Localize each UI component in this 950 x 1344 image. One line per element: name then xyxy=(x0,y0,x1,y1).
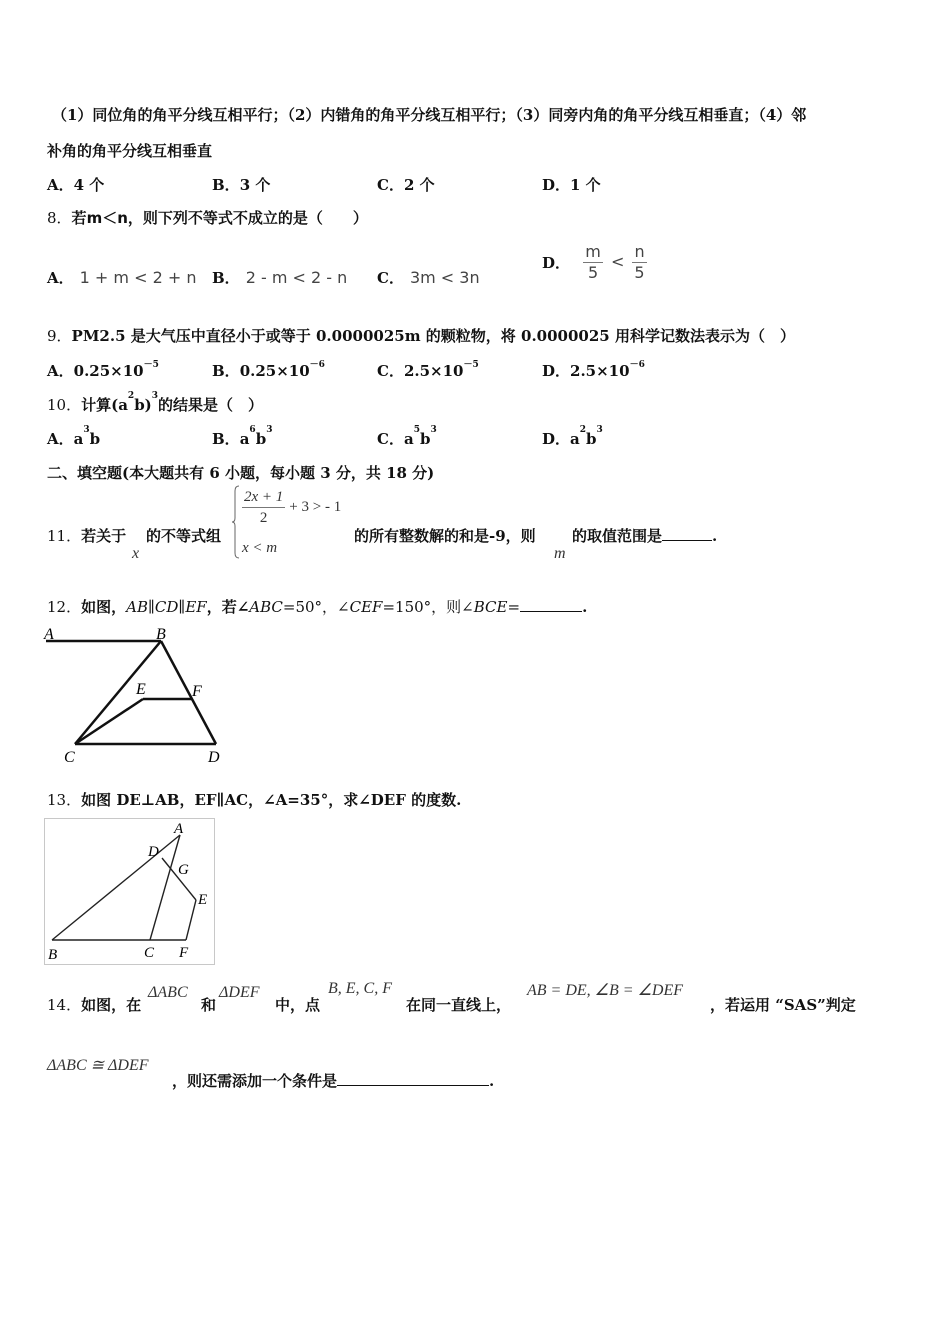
q7-option-a: A．4 个 xyxy=(47,176,105,194)
line-ab xyxy=(52,835,180,940)
q11-ineq2: x < m xyxy=(242,540,278,556)
q14-tri1: ΔABC xyxy=(148,984,188,1001)
q8-option-c: C． 3m < 3n xyxy=(377,268,480,287)
q11-brace xyxy=(232,485,240,559)
section-2-title: 二、填空题(本大题共有 6 小题，每小题 3 分，共 18 分) xyxy=(47,464,435,482)
q14-tail: ，则还需添加一个条件是 . xyxy=(172,1072,495,1090)
q8-option-d: D． $\frac{m}{5}$ < $\frac{n}{5}$ xyxy=(542,242,645,282)
label-a: A xyxy=(44,626,54,643)
q9-option-c: C．$2.5\times 10^{-5}$ xyxy=(377,360,479,380)
q11-answer-blank[interactable] xyxy=(662,526,712,541)
q10-option-d: D．$a^2b^3$ xyxy=(542,425,603,448)
q9-option-d: D．$2.5\times 10^{-6}$ xyxy=(542,360,645,380)
q9-stem: 9．PM2.5 是大气压中直径小于或等于 0.0000025m 的颗粒物，将 0.0000025 用科学记数法表示为（ ） xyxy=(47,327,795,345)
label-d: D xyxy=(208,749,220,766)
q7-statements-line2: 补角的角平分线互相垂直 xyxy=(47,142,213,160)
q7-option-d: D．1 个 xyxy=(542,176,601,194)
q9-option-b: B．$0.25\times 10^{-6}$ xyxy=(212,360,325,380)
q12-figure xyxy=(40,624,230,766)
q9-option-a: A．$0.25\times 10^{-5}$ xyxy=(47,360,159,380)
q10-option-a: A．$a^3b$ xyxy=(47,425,101,448)
q13-figure xyxy=(44,818,216,966)
label-a: A xyxy=(174,821,184,837)
q11-mid: 的不等式组 xyxy=(146,527,222,545)
label-b: B xyxy=(156,626,166,643)
q14-points: B, E, C, F xyxy=(328,980,392,997)
line-bc xyxy=(75,641,161,744)
q11-var-x: x xyxy=(132,545,140,562)
q11-ineq1: $\frac{2x + 1}{2}$ + 3 > - 1 xyxy=(244,489,342,526)
q14-mid3: ，若运用 “SAS”判定 xyxy=(710,996,856,1014)
q14-mid2: 在同一直线上， xyxy=(406,996,512,1014)
q14-answer-blank[interactable] xyxy=(337,1071,489,1086)
q8-option-b: B． 2 - m < 2 - n xyxy=(212,268,348,287)
label-e: E xyxy=(136,681,146,698)
q11-tail: 的取值范围是 . xyxy=(572,527,718,545)
q10-option-c: C．$a^5b^3$ xyxy=(377,425,437,448)
q12-stem: 12．如图，AB∥CD∥EF，若∠ABC=50°，∠CEF=150°，则∠BCE= . xyxy=(47,598,588,616)
line-ef xyxy=(186,900,196,940)
q7-option-b: B．3 个 xyxy=(212,176,271,194)
label-d: D xyxy=(148,844,159,860)
q14-mid: 中，点 xyxy=(275,996,321,1014)
label-e: E xyxy=(198,892,208,908)
line-bd xyxy=(161,641,216,744)
q11-number-pre: 11．若关于 xyxy=(47,527,127,545)
q14-congruence: ΔABC ≅ ΔDEF xyxy=(47,1057,149,1074)
label-f: F xyxy=(179,945,189,961)
q13-stem: 13．如图 DE⊥AB，EF∥AC，∠A=35°，求∠DEF 的度数. xyxy=(47,791,462,809)
q11-var-m: m xyxy=(554,545,566,562)
line-ce xyxy=(75,699,143,744)
q7-statements-line1: （1）同位角的角平分线互相平行；（2）内错角的角平分线互相平行；（3）同旁内角的角平分线互相垂直；（4）邻 xyxy=(52,106,807,124)
label-g: G xyxy=(178,862,189,878)
q7-option-c: C．2 个 xyxy=(377,176,435,194)
label-c: C xyxy=(64,749,75,766)
label-b: B xyxy=(48,947,58,963)
q8-option-a: A． 1 + m < 2 + n xyxy=(47,268,197,287)
q8-stem: 8．若m＜n，则下列不等式不成立的是（ ） xyxy=(47,209,368,227)
q11-post: 的所有整数解的和是-9，则 xyxy=(354,527,536,545)
q14-and: 和 xyxy=(201,996,217,1014)
q14-given: AB = DE, ∠B = ∠DEF xyxy=(527,982,684,999)
q10-stem: 10．计算$(a^2b)^3$的结果是（ ） xyxy=(47,391,264,414)
q14-pre: 14．如图，在 xyxy=(47,996,142,1014)
q10-option-b: B．$a^6b^3$ xyxy=(212,425,273,448)
label-c: C xyxy=(144,945,155,961)
q12-answer-blank[interactable] xyxy=(520,597,582,612)
q14-tri2: ΔDEF xyxy=(219,984,260,1001)
label-f: F xyxy=(192,683,202,700)
